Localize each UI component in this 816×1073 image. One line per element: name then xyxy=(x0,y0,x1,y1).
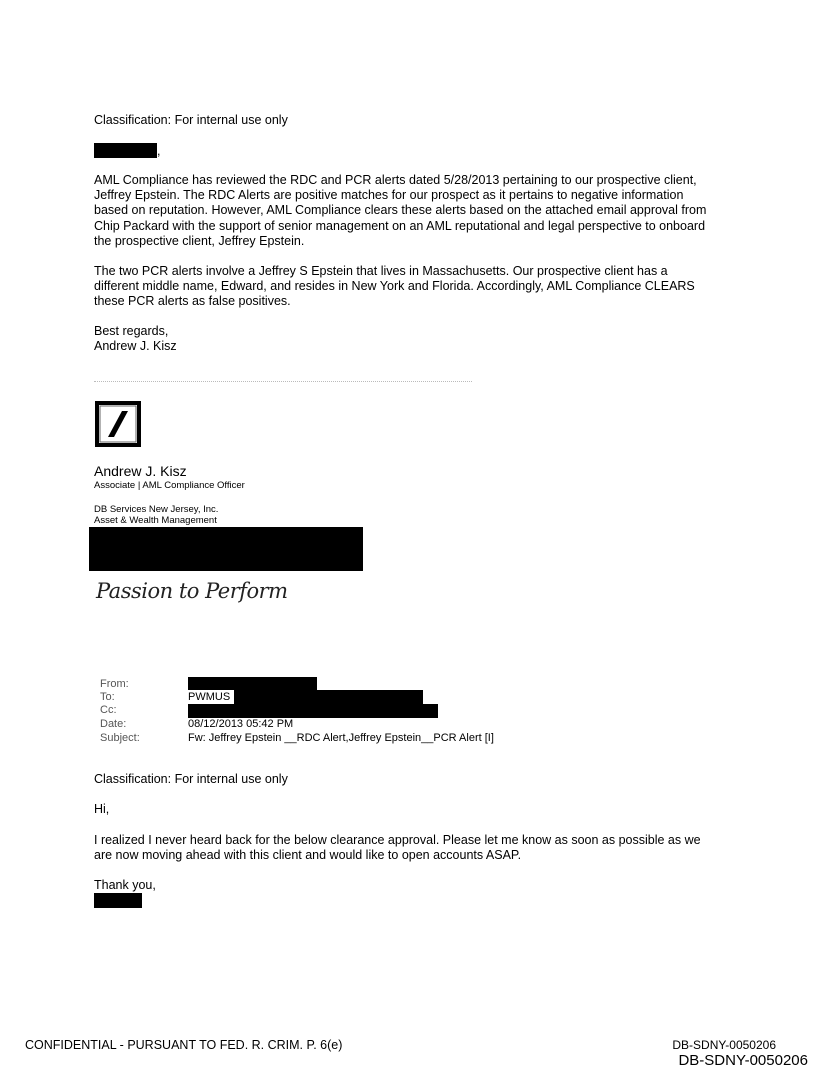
closing-thank-you: Thank you, xyxy=(94,878,156,892)
greeting-hi: Hi, xyxy=(94,802,110,816)
subject-label: Subject: xyxy=(100,732,140,744)
signature-title: Associate | AML Compliance Officer xyxy=(94,480,245,491)
greeting-comma: , xyxy=(157,144,161,158)
redacted-to-value xyxy=(234,690,423,704)
deutsche-bank-logo-icon xyxy=(95,401,141,447)
slogan-passion-to-perform: Passion to Perform xyxy=(96,579,288,603)
paragraph-clearance-followup: I realized I never heard back for the below clearance approval. Please let me know as soon as possible as we are now moving ahead with this client and would like to open accounts ASAP. xyxy=(94,833,701,863)
paragraph-aml-review: AML Compliance has reviewed the RDC and PCR alerts dated 5/28/2013 pertaining to our prospective client, Jeffrey Epstein. The RDC Alerts are positive matches for our prospect as it pertains to negative information based on reputation. However, AML Compliance clears these alerts based on the attached email approval from Chip Packard with the support of senior management on an AML reputational and legal perspective to onboard the prospective client, Jeffrey Epstein. xyxy=(94,173,707,248)
date-label: Date: xyxy=(100,718,127,730)
paragraph-pcr-alerts: The two PCR alerts involve a Jeffrey S Epstein that lives in Massachusetts. Our prospective client has a different middle name, Edward, and resides in New York and Florida. Accordingly, AML Compliance CLEARS these PCR alerts as false positives. xyxy=(94,264,695,309)
cc-label: Cc: xyxy=(100,704,117,716)
sender-name: Andrew J. Kisz xyxy=(94,339,177,353)
date-value: 08/12/2013 05:42 PM xyxy=(188,718,294,730)
redacted-from-value xyxy=(188,677,317,690)
classification-bottom: Classification: For internal use only xyxy=(94,772,288,786)
to-label: To: xyxy=(100,691,115,703)
redacted-contact-block xyxy=(89,527,363,571)
bates-number-large: DB-SDNY-0050206 xyxy=(678,1052,808,1069)
redacted-cc-value xyxy=(188,704,438,718)
redacted-signer-name xyxy=(94,893,142,908)
classification-top: Classification: For internal use only xyxy=(94,113,288,127)
subject-value: Fw: Jeffrey Epstein __RDC Alert,Jeffrey Epstein__PCR Alert [I] xyxy=(188,732,494,744)
signature-company: DB Services New Jersey, Inc. xyxy=(94,504,219,515)
confidential-footer: CONFIDENTIAL - PURSUANT TO FED. R. CRIM. P. 6(e) xyxy=(25,1038,343,1052)
signature-name: Andrew J. Kisz xyxy=(94,463,187,479)
redacted-recipient-name xyxy=(94,143,157,158)
signature-division: Asset & Wealth Management xyxy=(94,515,217,526)
signature-divider xyxy=(94,381,472,382)
from-label: From: xyxy=(100,678,129,690)
bates-number-small: DB-SDNY-0050206 xyxy=(672,1038,776,1052)
closing-best-regards: Best regards, xyxy=(94,324,169,338)
to-value: PWMUS xyxy=(188,691,231,703)
